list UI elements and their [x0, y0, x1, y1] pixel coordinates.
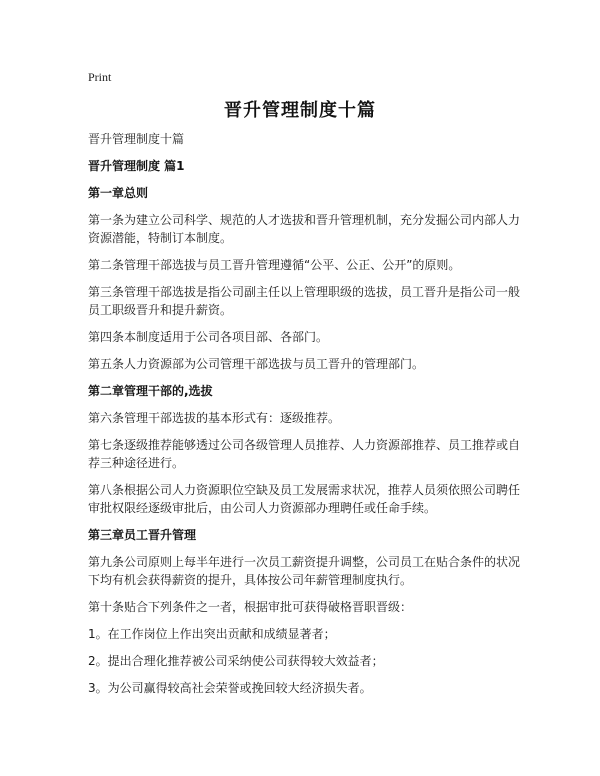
article-10: 第十条贴合下列条件之一者，根据审批可获得破格晋职晋级：: [88, 600, 413, 614]
article-5: 第五条人力资源部为公司管理干部选拔与员工晋升的管理部门。: [88, 357, 425, 371]
article-9: 第九条公司原则上每半年进行一次员工薪资提升调整，公司员工在贴合条件的状况下均有机会获得薪资的提升，具体按公司年薪管理制度执行。: [88, 555, 521, 587]
page-title: 晋升管理制度十篇: [224, 100, 376, 121]
document-body: [88, 130, 528, 706]
list-item-2: 2。提出合理化推荐被公司采纳使公司获得较大效益者；: [88, 654, 384, 668]
article-7: 第七条逐级推荐能够透过公司各级管理人员推荐、人力资源部推荐、员工推荐或自荐三种途径进行。: [88, 438, 521, 470]
chapter-heading-3: 第三章员工晋升管理: [88, 528, 197, 542]
section-title: 晋升管理制度 篇1: [88, 159, 185, 173]
article-4: 第四条本制度适用于公司各项目部、各部门。: [88, 330, 329, 344]
article-8: 第八条根据公司人力资源职位空缺及员工发展需求状况，推荐人员须依照公司聘任审批权限经逐级审批后，由公司人力资源部办理聘任或任命手续。: [88, 483, 521, 515]
article-3: 第三条管理干部选拔是指公司副主任以上管理职级的选拔，员工晋升是指公司一般员工职级晋升和提升薪资。: [88, 285, 521, 317]
article-2: 第二条管理干部选拔与员工晋升管理遵循“公平、公正、公开”的原则。: [88, 258, 461, 272]
print-label[interactable]: Print: [88, 70, 112, 84]
chapter-heading-1: 第一章总则: [88, 186, 149, 200]
list-item-3: 3。为公司赢得较高社会荣誉或挽回较大经济损失者。: [88, 681, 372, 695]
article-6: 第六条管理干部选拔的基本形式有：逐级推荐。: [88, 411, 341, 425]
article-1: 第一条为建立公司科学、规范的人才选拔和晋升管理机制，充分发掘公司内部人力资源潜能，特制订本制度。: [88, 213, 521, 245]
subtitle: 晋升管理制度十篇: [88, 132, 185, 146]
chapter-heading-2: 第二章管理干部的,选拔: [88, 384, 213, 398]
list-item-1: 1。在工作岗位上作出突出贡献和成绩显著者；: [88, 627, 336, 641]
